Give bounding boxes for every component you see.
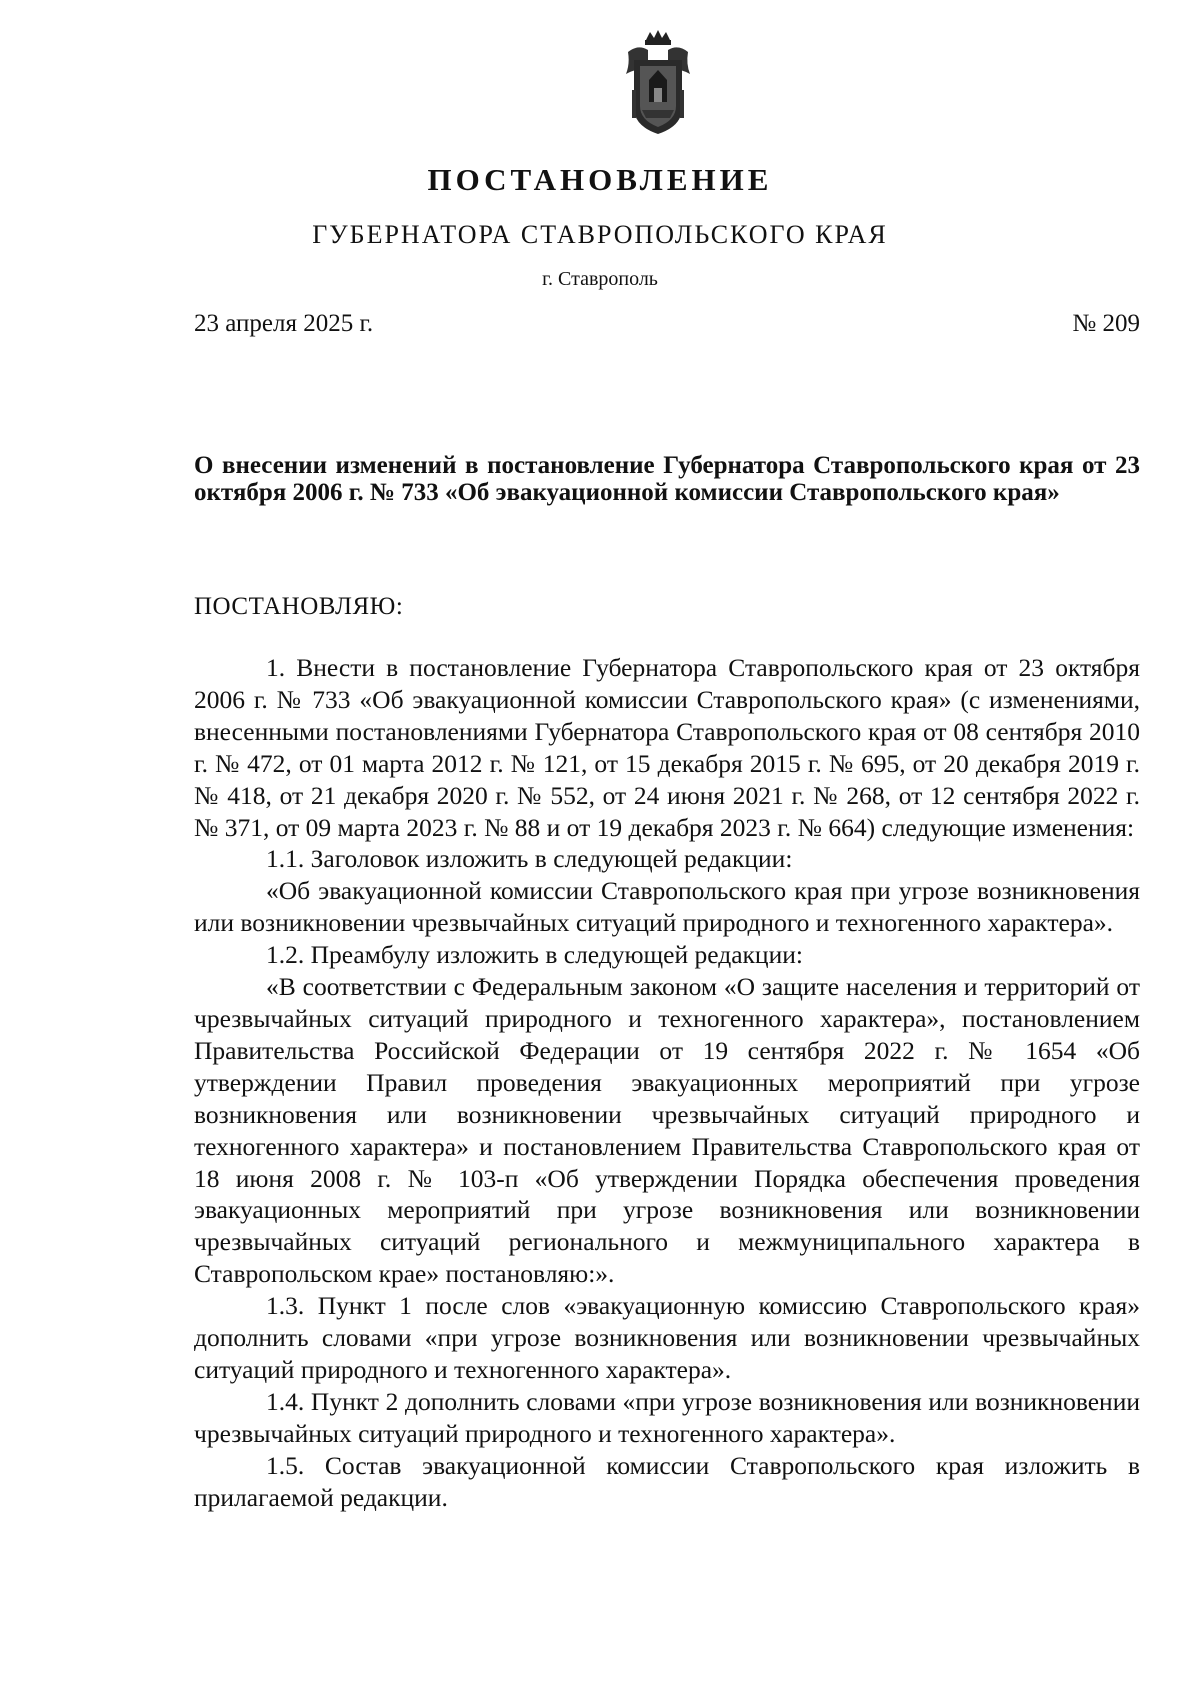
document-title: ПОСТАНОВЛЕНИЕ (427, 162, 773, 197)
document-heading: О внесении изменений в постановление Губернатора Ставропольского края от 23 октября 2006 г. № 733 «Об эвакуационной комиссии Ставропольского края» (194, 452, 1140, 506)
paragraph-1-5: 1.5. Состав эвакуационной комиссии Ставропольского края изложить в прилагаемой редакции. (194, 1450, 1140, 1512)
paragraph-1: 1. Внести в постановление Губернатора Ставропольского края от 23 октября 2006 г. № 733 «Об эвакуационной комиссии Ставропольского края» (с изменениями, внесенными постановлениями Губернатора Ставропольского края от 08 сентября 2010 г. № 472, от 01 марта 2012 г. № 121, от 15 декабря 2015 г. № 695, от 20 декабря 2019 г. № 418, от 21 декабря 2020 г. № 552, от 24 июня 2021 г. № 268, от 12 сентября 2022 г. № 371, от 09 марта 2023 г. № 88 и от 19 декабря 2023 г. № 664) следующие изменения: (194, 653, 1140, 842)
coat-of-arms-icon (618, 30, 698, 138)
decree-word: ПОСТАНОВЛЯЮ: (194, 593, 404, 620)
document-date: 23 апреля 2025 г. (194, 310, 374, 337)
paragraph-1-1: 1.1. Заголовок изложить в следующей редакции: (266, 844, 793, 874)
paragraph-1-2-text: «В соответствии с Федеральным законом «О защите населения и территорий от чрезвычайных ситуаций природного и техногенного характера», постановлением Правительства Российской Федерации от 19 сентября 2022 г. № 1654 «Об утверждении Правил проведения эвакуационных мероприятий при угрозе возникновения или возникновении чрезвычайных ситуаций природного и техногенного характера» и постановлением Правительства Ставропольского края от 18 июня 2008 г. № 103-п «Об утверждении Порядка обеспечения проведения эвакуационных мероприятий при угрозе возникновения или возникновении чрезвычайных ситуаций регионального и межмуниципального характера в Ставропольском крае» постановляю:». (194, 972, 1140, 1289)
document-body (194, 652, 1140, 1513)
paragraph-1-1-text: «Об эвакуационной комиссии Ставропольского края при угрозе возникновения или возникновении чрезвычайных ситуаций природного и техногенного характера». (194, 876, 1140, 938)
document-subtitle: ГУБЕРНАТОРА СТАВРОПОЛЬСКОГО КРАЯ (312, 220, 888, 249)
paragraph-1-4: 1.4. Пункт 2 дополнить словами «при угрозе возникновения или возникновении чрезвычайных ситуаций природного и техногенного характера». (194, 1386, 1140, 1448)
paragraph-1-3: 1.3. Пункт 1 после слов «эвакуационную комиссию Ставропольского края» дополнить словами «при угрозе возникновения или возникновении чрезвычайных ситуаций природного и техногенного характера». (194, 1291, 1140, 1384)
document-city: г. Ставрополь (542, 268, 658, 290)
paragraph-1-2: 1.2. Преамбулу изложить в следующей редакции: (266, 940, 803, 970)
document-number: № 209 (1072, 310, 1140, 337)
